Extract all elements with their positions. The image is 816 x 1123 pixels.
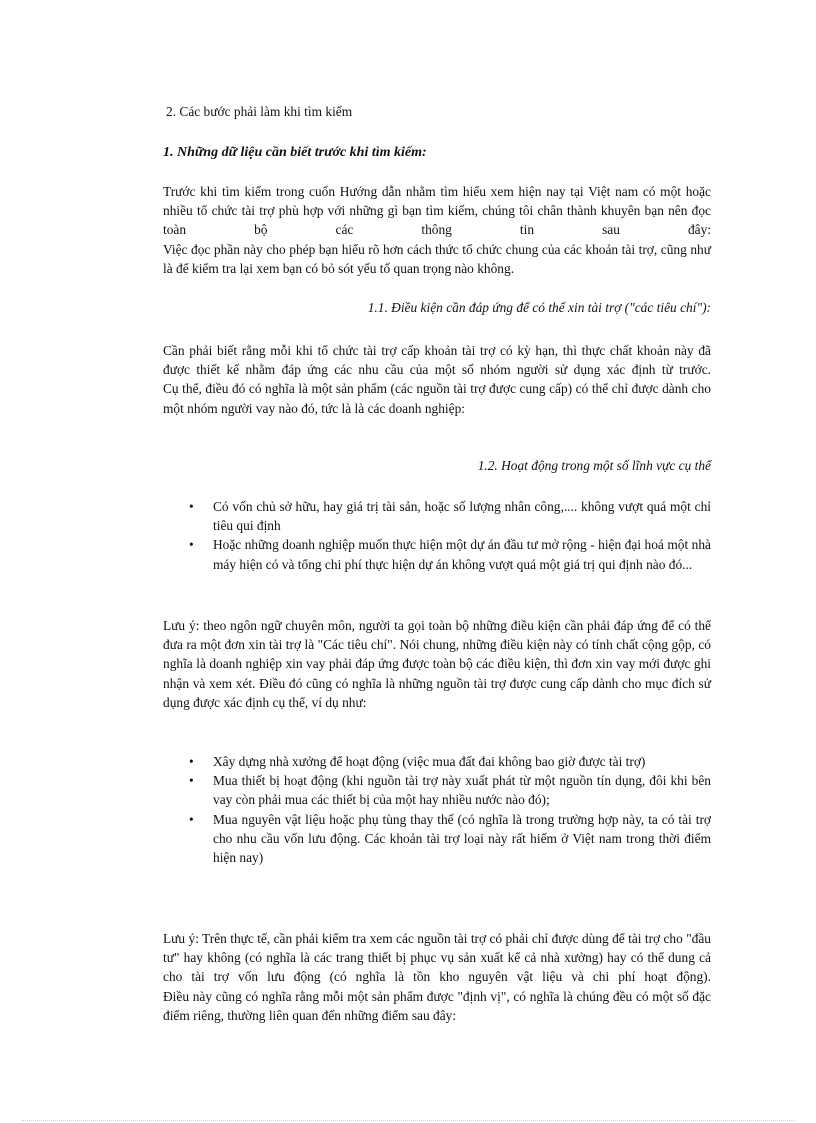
usage-list [163, 752, 711, 867]
list-item: • Mua nguyên vật liệu hoặc phụ tùng thay thế (có nghĩa là trong trường hợp này, ta có tài trợ cho nhu cầu vốn lưu động. Các khoản tài trợ loại này rất hiếm ở Việt nam trong thời điểm hiện nay) [189, 811, 711, 866]
paragraph-2b: Cụ thể, điều đó có nghĩa là một sản phẩm (các nguồn tài trợ được cung cấp) có thể chỉ được dành cho một nhóm người vay nào đó, tức là là các doanh nghiệp: [163, 381, 711, 416]
heading-1: 1. Những dữ liệu cần biết trước khi tìm kiếm: [163, 145, 427, 160]
page-bottom-divider [22, 1120, 794, 1121]
list-item: • Xây dựng nhà xưởng để hoạt động (việc mua đất đai không bao giờ được tài trợ) [213, 752, 711, 771]
bullet-icon: • [189, 811, 194, 827]
paragraph-1b: Việc đọc phần này cho phép bạn hiểu rõ hơn cách thức tổ chức chung của các khoản tài trợ, cũng như là để kiểm tra lại xem bạn có bỏ sót yếu tố quan trọng nào không. [163, 241, 711, 276]
heading-1-1: 1.1. Điều kiện cần đáp ứng để có thể xin tài trợ ("các tiêu chí"): [367, 300, 711, 315]
list-item: • Hoặc những doanh nghiệp muốn thực hiện một dự án đầu tư mở rộng - hiện đại hoá một nhà máy hiện có và tổng chi phí thực hiện dự án không vượt quá một giá trị qui định nào đó... [189, 537, 711, 572]
criteria-list [163, 497, 711, 574]
heading-1-2: 1.2. Hoạt động trong một số lĩnh vực cụ thể [477, 458, 711, 473]
bullet-icon: • [189, 537, 194, 553]
paragraph-1a: Trước khi tìm kiếm trong cuốn Hướng dẫn nhằm tìm hiểu xem hiện nay tại Việt nam có một hoặc nhiều tổ chức tài trợ phù hợp với những gì bạn tìm kiếm, chúng tôi chân thành khuyên bạn nên đọc toàn bộ các thông tin sau đây: [163, 184, 711, 238]
list-item: • Mua thiết bị hoạt động (khi nguồn tài trợ này xuất phát từ một nguồn tín dụng, đôi khi bên vay còn phải mua các thiết bị của một hay nhiều nước nào đó); [189, 773, 711, 808]
paragraph-2a: Cần phải biết rằng mỗi khi tổ chức tài trợ cấp khoản tài trợ có kỳ hạn, thì thực chất khoản này đã được thiết kế nhằm đáp ứng các nhu cầu của một số nhóm người sử dụng xác định từ trước. [163, 343, 711, 378]
bullet-icon: • [189, 499, 194, 514]
paragraph-4b: Điều này cũng có nghĩa rằng mỗi một sản phẩm được "định vị", có nghĩa là chúng đều có một số đặc điểm riêng, thường liên quan đến những điểm sau đây: [163, 988, 711, 1023]
bullet-icon: • [189, 773, 194, 789]
paragraph-3: Lưu ý: theo ngôn ngữ chuyên môn, người ta gọi toàn bộ những điều kiện cần phải đáp ứng để có thể đưa ra một đơn xin tài trợ là "Các tiêu chí". Nói chung, những điều kiện này có tính chất cộng gộp, có nghĩa là doanh nghiệp xin vay phải đáp ứng được toàn bộ các điều kiện, thì đơn xin vay mới được ghi nhận và xem xét. Điều đó cũng có nghĩa là những nguồn tài trợ được cung cấp dành cho mục đích sử dụng được xác định cụ thể, ví dụ như: [163, 618, 711, 710]
list-item: • Có vốn chủ sở hữu, hay giá trị tài sản, hoặc số lượng nhân công,.... không vượt quá một chỉ tiêu qui định [189, 499, 711, 534]
paragraph-4a: Lưu ý: Trên thực tế, cần phải kiểm tra xem các nguồn tài trợ có phải chỉ được dùng để tài trợ cho "đầu tư" hay không (có nghĩa là các trang thiết bị phục vụ sản xuất kể cả nhà xưởng) hay có thể dung cả cho tài trợ vốn lưu động (có nghĩa là tồn kho nguyên vật liệu và chi phí hoạt động). [163, 931, 711, 985]
bullet-icon: • [189, 754, 194, 769]
section-heading: 2. Các bước phải làm khi tìm kiếm [166, 104, 353, 119]
